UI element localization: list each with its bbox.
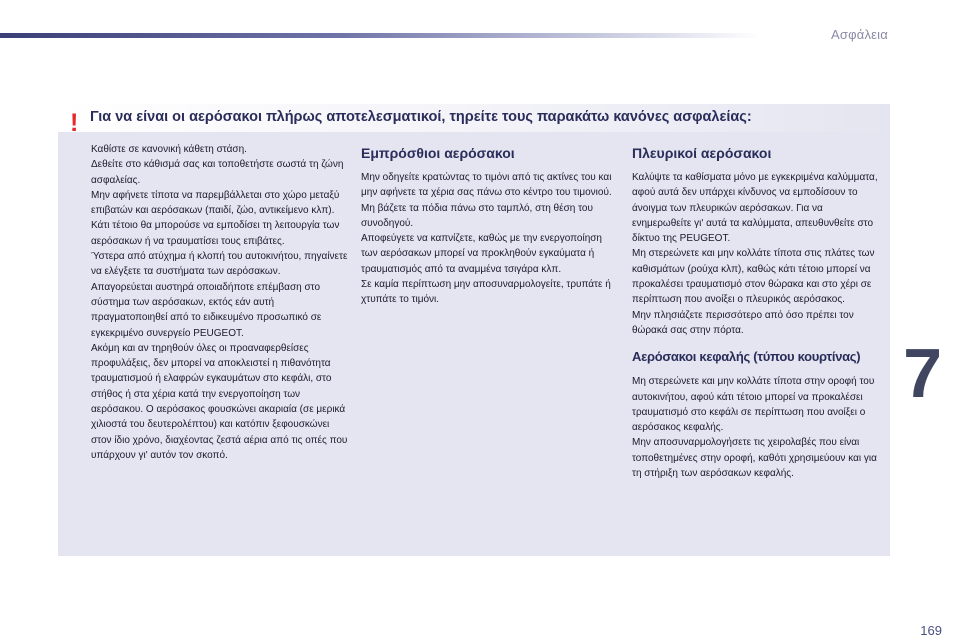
front-airbags-paragraph: Μη βάζετε τα πόδια πάνω στο ταμπλό, στη θέση του συνοδηγού. — [361, 202, 593, 229]
rule-paragraph: Ύστερα από ατύχημα ή κλοπή του αυτοκινήτου, πηγαίνετε να ελέγξετε τα συστήματα των αερόσακων. — [91, 251, 348, 278]
page-number: 169 — [920, 623, 942, 638]
panel-title: Για να είναι οι αερόσακοι πλήρως αποτελεσματικοί, τηρείτε τους παρακάτω κανόνες ασφαλείας: — [90, 109, 752, 125]
front-airbags-paragraph: Σε καμία περίπτωση μην αποσυναρμολογείτε, τρυπάτε ή χτυπάτε το τιμόνι. — [361, 279, 611, 306]
side-airbags-paragraph: Καλύψτε τα καθίσματα μόνο με εγκεκριμένα καλύμματα, αφού αυτά δεν υπάρχει κίνδυνος να εμποδίσουν το άνοιγμα των πλευρικών αερόσακων. Για να ενημερωθείτε γι' αυτά τα καλύμματα, απευθυνθείτε στο δίκτυο της PEUGEOT. — [632, 172, 878, 245]
curtain-airbags-paragraph: Μη στερεώνετε και μην κολλάτε τίποτα στην οροφή του αυτοκινήτου, αφού κάτι τέτοιο μπορεί να προκαλέσει τραυματισμό στο κεφάλι σε περίπτωση που ανοίξει ο αερόσακος κεφαλής. — [632, 376, 875, 434]
rule-paragraph: Δεθείτε στο κάθισμά σας και τοποθετήστε σωστά τη ζώνη ασφαλείας. — [91, 159, 344, 186]
safety-rules-panel — [58, 104, 890, 556]
general-rules-column — [91, 142, 349, 463]
side-airbags-heading: Πλευρικοί αερόσακοι — [632, 145, 772, 161]
side-airbags-paragraph: Μην πλησιάζετε περισσότερο από όσο πρέπει τον θώρακά σας στην πόρτα. — [632, 309, 854, 336]
front-airbags-paragraph: Αποφεύγετε να καπνίζετε, καθώς με την ενεργοποίηση των αερόσακων μπορεί να προκληθούν εγκαύματα ή τραυματισμός από τα αναμμένα τσιγάρα κλπ. — [361, 233, 602, 275]
front-airbags-heading: Εμπρόσθιοι αερόσακοι — [361, 145, 515, 161]
curtain-airbags-paragraph: Μην αποσυναρμολογήσετε τις χειρολαβές που είναι τοποθετημένες στην οροφή, καθότι χρησιμεύουν και για τη στήριξη των αερόσακων κεφαλής. — [632, 437, 877, 480]
chapter-number: 7 — [903, 334, 942, 412]
curtain-airbags-heading: Αερόσακοι κεφαλής (τύπου κουρτίνας) — [632, 349, 861, 365]
side-airbags-paragraph: Μη στερεώνετε και μην κολλάτε τίποτα στις πλάτες των καθισμάτων (ρούχα κλπ), καθώς κάτι τέτοιο μπορεί να προκαλέσει τραυματισμό στον θώρακα και στο χέρι σε περίπτωση που ανοίξει ο πλευρικός αερόσακος. — [632, 248, 875, 306]
front-airbags-paragraph: Μην οδηγείτε κρατώντας το τιμόνι από τις ακτίνες του και μην αφήνετε τα χέρια σας πάνω στο κέντρο του τιμονιού. — [361, 172, 612, 199]
rule-paragraph: Καθίστε σε κανονική κάθετη στάση. — [91, 144, 247, 155]
exclamation-warning-icon: ! — [70, 109, 79, 137]
rule-paragraph: Απαγορεύεται αυστηρά οποιαδήποτε επέμβαση στο σύστημα των αερόσακων, εκτός εάν αυτή πραγματοποιηθεί από το ειδικευμένο προσωπικό σε εγκεκριμένο συνεργείο PEUGEOT. — [91, 281, 322, 339]
rule-paragraph: Ακόμη και αν τηρηθούν όλες οι προαναφερθείσες προφυλάξεις, δεν μπορεί να αποκλειστεί η πιθανότητα τραυματισμού ή ελαφρών εγκαυμάτων στο κεφάλι, στο στήθος ή στα χέρια κατά την ενεργοποίηση των αερόσακου. Ο αερόσακος φουσκώνει ακαριαία (σε μερικά χιλιοστά του δευτερολέπτου) και κατόπιν ξεφουσκώνει στον ίδιο χρόνο, διαχέοντας ζεστά αέρια από τις οπές που υπάρχουν γι' αυτόν τον σκοπό. — [91, 342, 348, 461]
top-decor-bar — [0, 33, 760, 38]
rule-paragraph: Μην αφήνετε τίποτα να παρεμβάλλεται στο χώρο μεταξύ επιβατών και αερόσακων (παιδί, ζώο, αντικείμενο κλπ). Κάτι τέτοιο θα μπορούσε να εμποδίσει τη λειτουργία των αερόσακων ή να τραυματίσει τους επιβάτες. — [91, 189, 340, 247]
side-airbags-column — [632, 144, 882, 481]
section-title: Ασφάλεια — [831, 27, 888, 42]
front-airbags-column — [361, 144, 619, 308]
